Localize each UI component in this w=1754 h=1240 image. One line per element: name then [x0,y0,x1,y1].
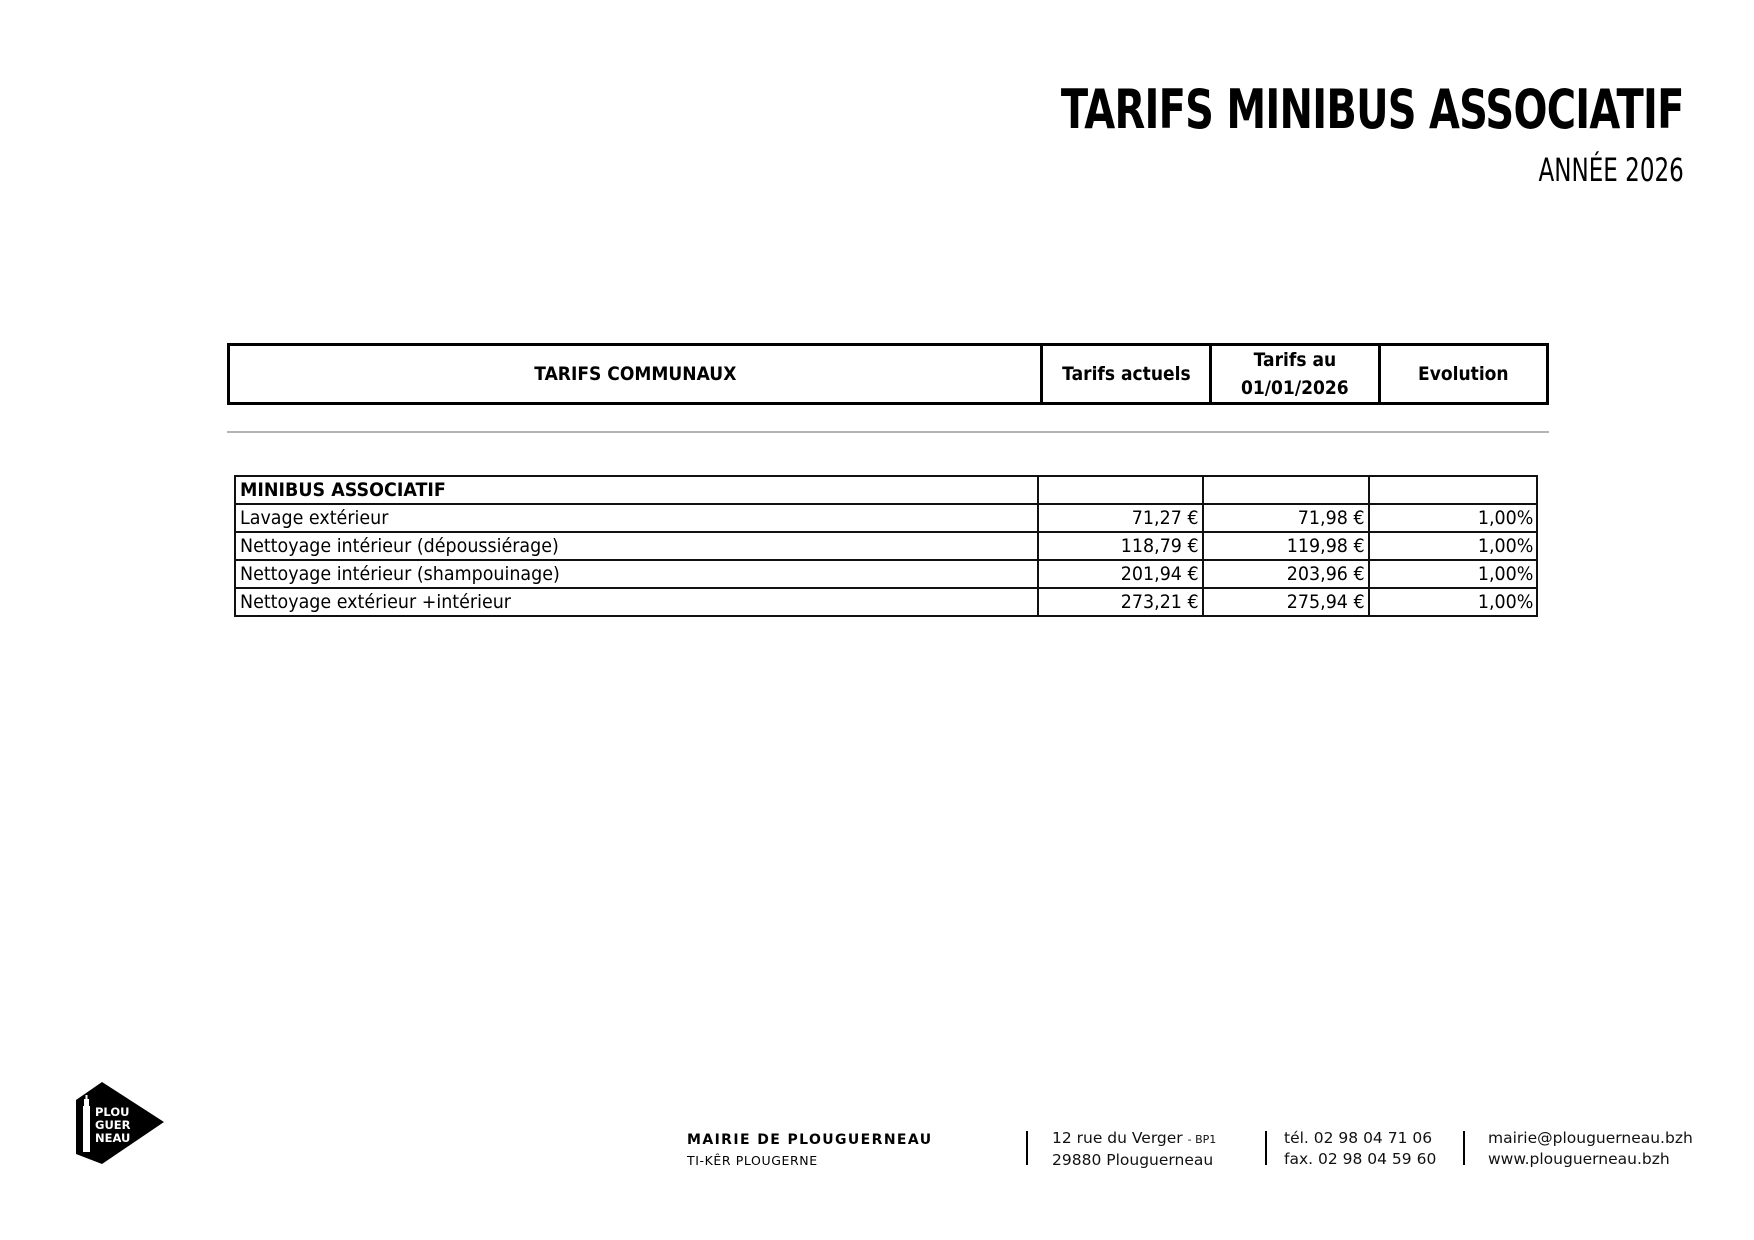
section-title-row [235,476,1537,504]
org-name: MAIRIE DE PLOUGUERNEAU [687,1132,933,1148]
tariff-header-table [227,343,1549,405]
email-link[interactable]: mairie@plouguerneau.bzh [1488,1129,1693,1147]
logo-text-line3: NEAU [95,1131,131,1145]
empty-cell [1203,476,1369,504]
footer-organization [687,1130,932,1172]
address-street: 12 rue du Verger [1052,1129,1183,1147]
row-evolution: 1,00% [1369,560,1537,588]
plouguerneau-logo [74,1082,166,1164]
website-link[interactable]: www.plouguerneau.bzh [1488,1150,1670,1168]
footer-contact-block [1488,1128,1693,1170]
footer-phone-block [1284,1128,1436,1170]
table-row [235,560,1537,588]
header-tarifs-communaux: TARIFS COMMUNAUX [229,345,1042,404]
row-evolution: 1,00% [1369,504,1537,532]
fax-number: fax. 02 98 04 59 60 [1284,1150,1437,1168]
footer-separator [1463,1131,1465,1165]
footer-separator [1265,1131,1267,1165]
row-current-price: 118,79 € [1038,532,1203,560]
row-label: Nettoyage intérieur (dépoussiérage) [235,532,1038,560]
table-row [235,532,1537,560]
header-tarifs-2026 [1211,345,1380,404]
address-bp: - BP1 [1187,1133,1217,1146]
logo-text-line1: PLOU [95,1105,130,1119]
empty-cell [1038,476,1203,504]
header-evolution: Evolution [1380,345,1548,404]
footer-separator [1026,1131,1028,1165]
row-label: Lavage extérieur [235,504,1038,532]
header-tarifs-2026-line1: Tarifs au [1253,349,1337,371]
address-city: 29880 Plouguerneau [1052,1151,1214,1169]
row-current-price: 273,21 € [1038,588,1203,616]
row-label: Nettoyage intérieur (shampouinage) [235,560,1038,588]
page-title: TARIFS MINIBUS ASSOCIATIF [1061,78,1684,141]
org-subtitle: TI-KÊR PLOUGERNE [687,1153,818,1168]
row-evolution: 1,00% [1369,588,1537,616]
minibus-tariff-table [234,475,1538,617]
row-new-price: 203,96 € [1203,560,1369,588]
header-tarifs-actuels: Tarifs actuels [1042,345,1211,404]
logo-text-line2: GUER [95,1118,131,1132]
row-evolution: 1,00% [1369,532,1537,560]
empty-cell [1369,476,1537,504]
section-divider [227,431,1549,433]
row-new-price: 71,98 € [1203,504,1369,532]
lighthouse-icon [83,1095,90,1152]
phone-number: tél. 02 98 04 71 06 [1284,1129,1433,1147]
table-row [235,504,1537,532]
page-subtitle-year: ANNÉE 2026 [1538,151,1684,189]
row-current-price: 201,94 € [1038,560,1203,588]
row-label: Nettoyage extérieur +intérieur [235,588,1038,616]
section-title: MINIBUS ASSOCIATIF [235,476,1038,504]
row-new-price: 275,94 € [1203,588,1369,616]
row-new-price: 119,98 € [1203,532,1369,560]
header-tarifs-2026-line2: 01/01/2026 [1241,377,1349,399]
row-current-price: 71,27 € [1038,504,1203,532]
table-row [235,588,1537,616]
footer-address [1052,1128,1216,1171]
header-row [229,345,1548,404]
